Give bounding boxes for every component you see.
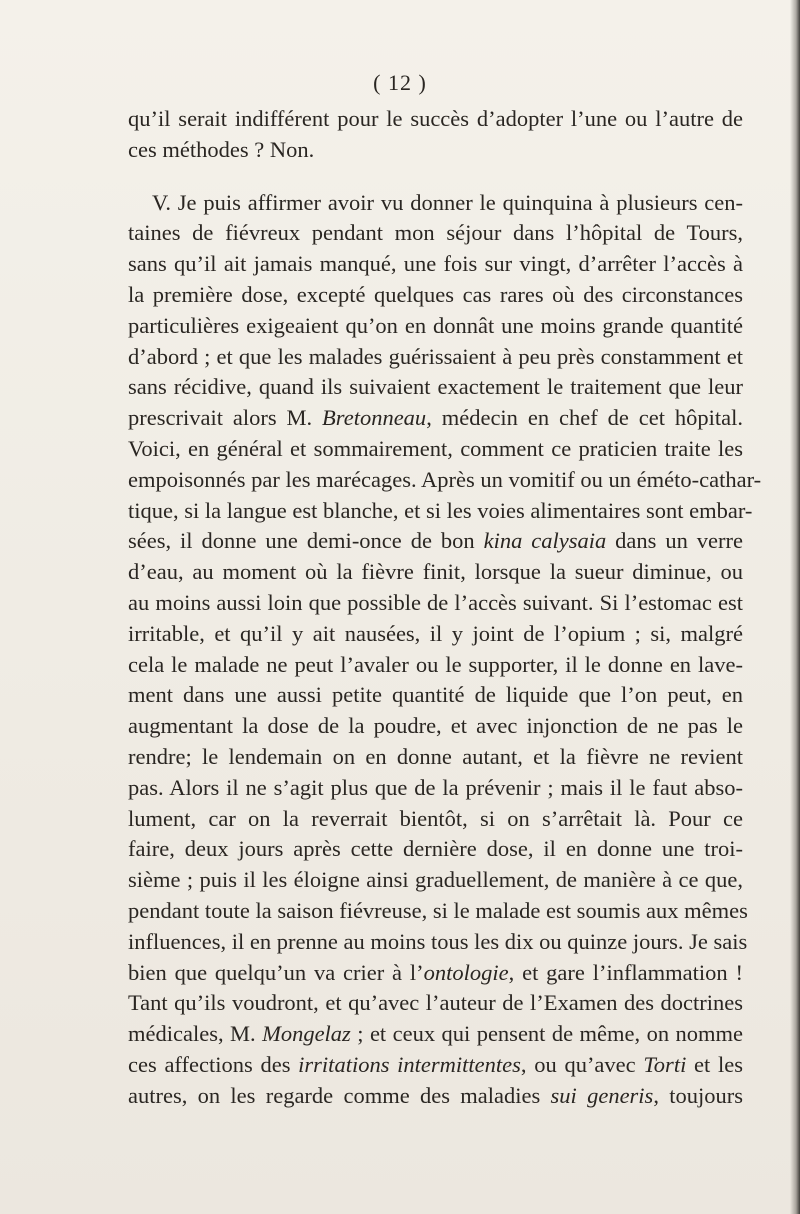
- text-line: tique, si la langue est blanche, et si les voies alimentaires sont embar-: [128, 497, 753, 523]
- text-line: [128, 958, 743, 989]
- text-segment: autres, on les regarde comme des maladies: [128, 1082, 551, 1108]
- text-line: [128, 1019, 743, 1050]
- text-line: d’abord ; et que les malades guérissaient à peu près constamment et: [128, 343, 743, 369]
- text-line: faire, deux jours après cette dernière dose, il en donne une troi-: [128, 836, 743, 862]
- text-line: V. Je puis affirmer avoir vu donner le quinquina à plusieurs cen-: [152, 189, 743, 215]
- text-line: influences, il en prenne au moins tous les dix ou quinze jours. Je sais: [128, 928, 748, 954]
- text-line: [128, 1081, 743, 1112]
- text-segment: médicales, M.: [128, 1021, 263, 1047]
- text-line: qu’il serait indifférent pour le succès d’adopter l’une ou l’autre de: [128, 106, 743, 131]
- italic-term: sui generis: [550, 1082, 654, 1108]
- text-segment: , et gare l’inflammation !: [508, 959, 743, 985]
- text-segment: prescrivait alors M.: [128, 405, 323, 431]
- person-name: Bretonneau: [322, 405, 427, 431]
- text-line: lument, car on la reverrait bientôt, si on s’arrêtait là. Pour ce: [128, 805, 743, 831]
- text-segment: , ou qu’avec: [520, 1051, 644, 1077]
- text-line: [128, 1050, 743, 1081]
- text-line: Tant qu’ils voudront, et qu’avec l’auteur de l’Examen des doctrines: [128, 990, 743, 1016]
- text-line: d’eau, au moment où la fièvre finit, lorsque la sueur diminue, ou: [128, 559, 743, 585]
- text-line: pas. Alors il ne s’agit plus que de la prévenir ; mais il le faut abso-: [128, 774, 743, 800]
- page-number: ( 12 ): [373, 70, 427, 95]
- text-segment: , toujours: [653, 1082, 743, 1108]
- text-segment: et les: [686, 1051, 743, 1077]
- text-segment: bien que quelqu’un va crier à l’: [128, 959, 424, 985]
- text-line: particulières exigeaient qu’on en donnât une moins grande quantité: [128, 312, 743, 338]
- text-line: rendre; le lendemain on en donne autant, et la fièvre ne revient: [128, 743, 743, 769]
- text-segment: dans un verre: [606, 528, 743, 554]
- text-segment: , médecin en chef de cet hôpital.: [426, 405, 743, 431]
- text-line: cela le malade ne peut l’avaler ou le supporter, il le donne en lave-: [128, 651, 743, 677]
- text-line: irritable, et qu’il y ait nausées, il y joint de l’opium ; si, malgré: [128, 620, 743, 646]
- text-line: sans qu’il ait jamais manqué, une fois sur vingt, d’arrêter l’accès à: [128, 251, 743, 277]
- text-line: au moins aussi loin que possible de l’accès suivant. Si l’estomac est: [128, 589, 743, 615]
- text-line: [128, 526, 743, 557]
- text-segment: sées, il donne une demi-once de bon: [128, 528, 484, 554]
- italic-term: irritations intermittentes: [298, 1051, 521, 1077]
- person-name: Mongelaz: [262, 1021, 351, 1047]
- text-line: augmentant la dose de la poudre, et avec injonction de ne pas le: [128, 713, 743, 739]
- text-line: sième ; puis il les éloigne ainsi graduellement, de manière à ce que,: [128, 867, 743, 893]
- text-line: pendant toute la saison fiévreuse, si le malade est soumis aux mêmes: [128, 897, 748, 923]
- person-name: Torti: [643, 1051, 687, 1077]
- text-line: sans récidive, quand ils suivaient exactement le traitement que leur: [128, 374, 743, 400]
- italic-term: kina calysaia: [483, 528, 607, 554]
- text-line: ment dans une aussi petite quantité de liquide que l’on peut, en: [128, 682, 743, 708]
- text-segment: ces affections des: [128, 1051, 299, 1077]
- text-line: Voici, en général et sommairement, comment ce praticien traite les: [128, 435, 743, 461]
- paragraph-1: [128, 104, 743, 166]
- text-line: ces méthodes ? Non.: [128, 136, 315, 162]
- text-line: la première dose, excepté quelques cas rares où des circonstances: [128, 281, 743, 307]
- page-edge-shadow: [790, 0, 800, 1214]
- text-line: empoisonnés par les marécages. Après un vomitif ou un éméto-cathar-: [128, 466, 762, 492]
- text-segment: ; et ceux qui pensent de même, on nomme: [350, 1021, 743, 1047]
- text-line: [128, 403, 743, 434]
- italic-term: ontologie: [423, 959, 509, 985]
- paragraph-2: [128, 188, 762, 1112]
- text-line: taines de fiévreux pendant mon séjour dans l’hôpital de Tours,: [128, 220, 743, 246]
- body-text: [128, 104, 762, 1112]
